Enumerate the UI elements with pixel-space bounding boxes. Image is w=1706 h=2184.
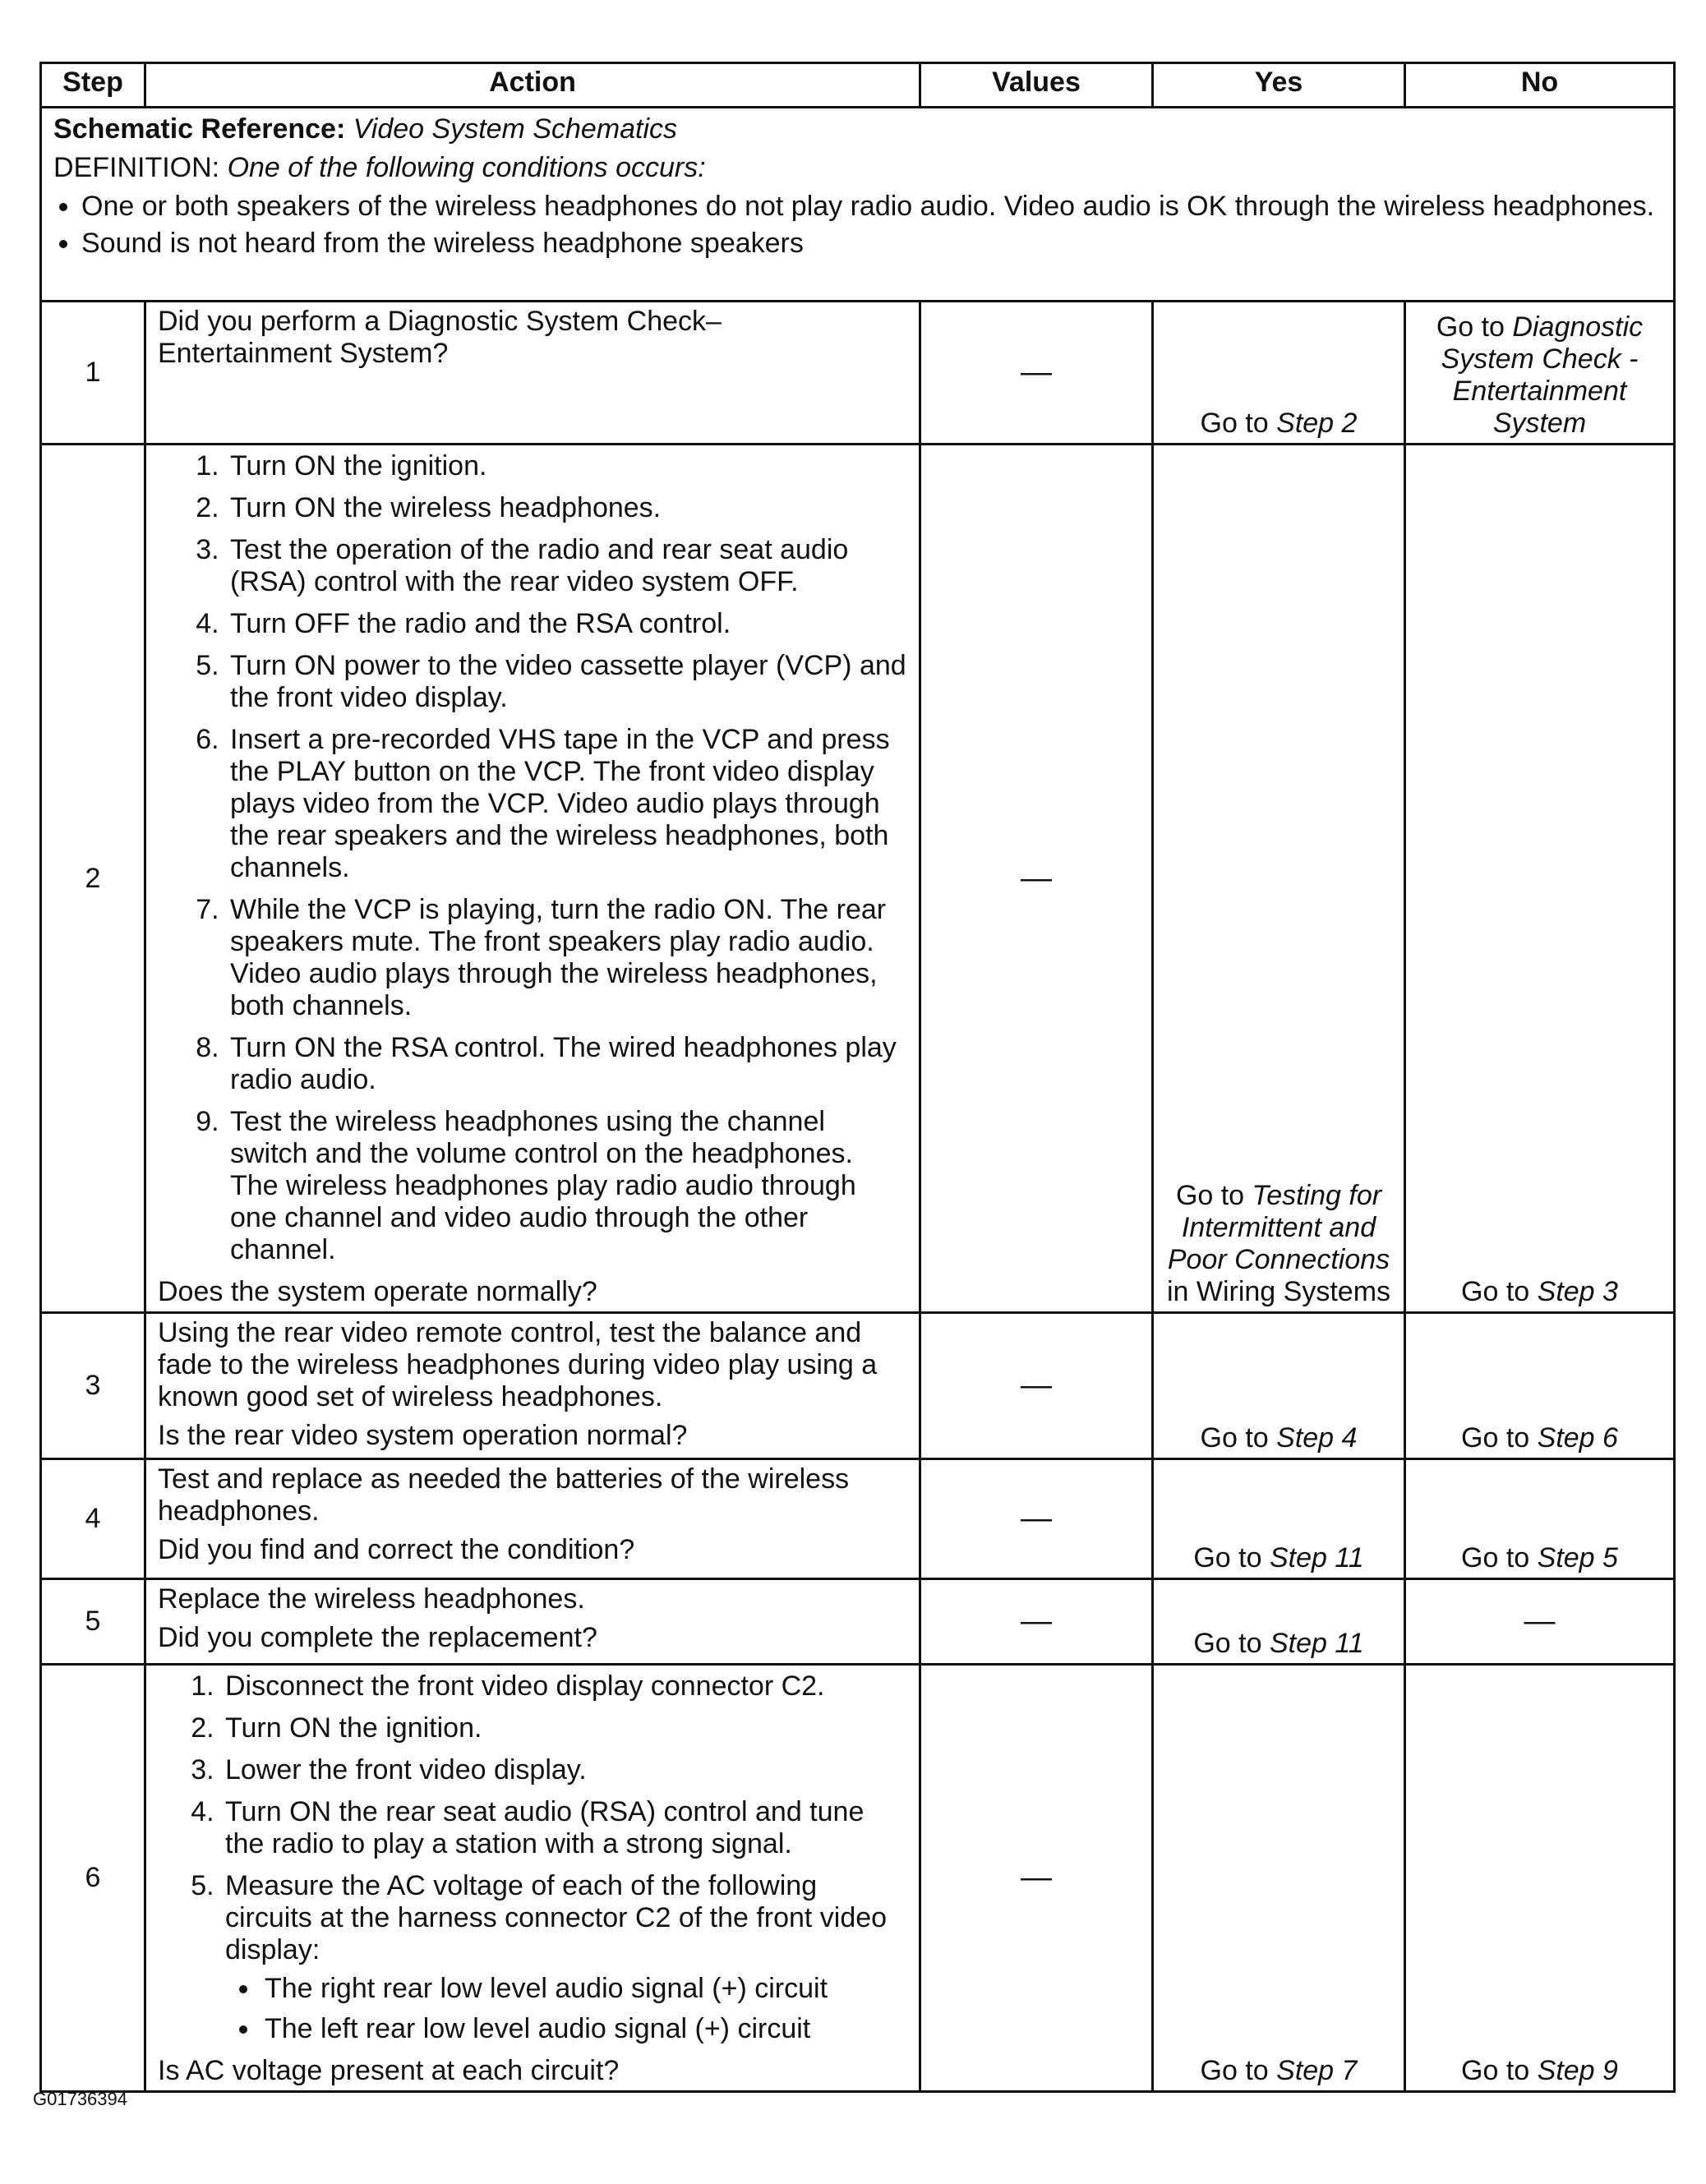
step-number: 3 (41, 1313, 145, 1459)
procedure-item: 1. Turn ON the ignition. (227, 450, 907, 482)
header-no: No (1405, 63, 1675, 108)
table-row-step-2 (41, 445, 1675, 1313)
procedure-item: 3. Lower the front video display. (222, 1754, 907, 1786)
procedure-item: 5. Turn ON power to the video cassette player (VCP) and the front video display. (227, 650, 907, 714)
procedure-item: 8. Turn ON the RSA control. The wired headphones play radio audio. (227, 1032, 907, 1096)
action-cell (145, 445, 920, 1313)
values-cell: — (920, 1665, 1153, 2092)
yes-cell: Go to Step 2 (1153, 302, 1405, 445)
action-cell (145, 1579, 920, 1665)
procedure-item: 6. Insert a pre-recorded VHS tape in the VCP and press the PLAY button on the VCP. The front video display plays video from the VCP. Video audio plays through the rear speakers and the wireless headphones, both channels. (227, 724, 907, 884)
table-header-row (41, 63, 1675, 108)
procedure-item: 4. Turn OFF the radio and the RSA control. (227, 608, 907, 640)
no-cell: Go to Step 5 (1405, 1459, 1675, 1579)
info-cell (41, 108, 1675, 302)
condition-item: • Sound is not heard from the wireless headphone speakers (81, 228, 1662, 260)
yes-cell: Go to Step 7 (1153, 1665, 1405, 2092)
question: Is the rear video system operation normal? (158, 1420, 688, 1451)
question: Did you perform a Diagnostic System Check–Entertainment System? (158, 306, 722, 369)
values-cell: — (920, 302, 1153, 445)
question: Is AC voltage present at each circuit? (158, 2055, 620, 2086)
header-action: Action (145, 63, 920, 108)
question: Did you find and correct the condition? (158, 1534, 635, 1565)
values-cell: — (920, 1579, 1153, 1665)
action-cell (145, 302, 920, 445)
diagnostic-table (39, 62, 1676, 2093)
procedure-item: 3. Test the operation of the radio and rear seat audio (RSA) control with the rear video system OFF. (227, 534, 907, 598)
step-number: 2 (41, 445, 145, 1313)
table-row-step-3 (41, 1313, 1675, 1459)
procedure-list (158, 450, 907, 1266)
instruction: Replace the wireless headphones. (158, 1583, 585, 1615)
question: Does the system operate normally? (158, 1276, 597, 1307)
question: Did you complete the replacement? (158, 1622, 597, 1653)
header-step: Step (41, 63, 145, 108)
procedure-item: 1. Disconnect the front video display connector C2. (222, 1670, 907, 1703)
step-number: 1 (41, 302, 145, 445)
procedure-item: 5. Measure the AC voltage of each of the following circuits at the harness connector C2 of the front video display: • The right rear low level audio signal (+) circuit • The left rear low level audio signal (+) circuit (222, 1870, 907, 2045)
schematic-link: Video System Schematics (353, 113, 678, 145)
info-row (41, 108, 1675, 302)
instruction: Test and replace as needed the batteries of the wireless headphones. (158, 1463, 850, 1527)
step-number: 6 (41, 1665, 145, 2092)
no-cell: Go to Step 3 (1405, 445, 1675, 1313)
condition-item: • One or both speakers of the wireless headphones do not play radio audio. Video audio is OK through the wireless headphones. (81, 191, 1662, 223)
table-row-step-5 (41, 1579, 1675, 1665)
diagnostic-table-page (39, 62, 1673, 2093)
step-number: 4 (41, 1459, 145, 1579)
yes-cell: Go to Step 4 (1153, 1313, 1405, 1459)
no-cell: — (1405, 1579, 1675, 1665)
yes-cell: Go to Testing for Intermittent and Poor Connections in Wiring Systems (1153, 445, 1405, 1313)
figure-code: G01736394 (33, 2089, 127, 2109)
procedure-item: 2. Turn ON the wireless headphones. (227, 492, 907, 524)
step-number: 5 (41, 1579, 145, 1665)
procedure-item: 2. Turn ON the ignition. (222, 1712, 907, 1744)
header-yes: Yes (1153, 63, 1405, 108)
instruction: Using the rear video remote control, test the balance and fade to the wireless headphones during video play using a known good set of wireless headphones. (158, 1317, 878, 1412)
circuit-item: • The right rear low level audio signal (+) circuit (261, 1973, 907, 2005)
circuit-item: • The left rear low level audio signal (+) circuit (261, 2013, 907, 2045)
no-cell: Go to Step 9 (1405, 1665, 1675, 2092)
schematic-reference: Schematic Reference: Video System Schematics (53, 113, 678, 145)
values-cell: — (920, 445, 1153, 1313)
yes-cell: Go to Step 11 (1153, 1579, 1405, 1665)
no-cell: Go to Step 6 (1405, 1313, 1675, 1459)
values-cell: — (920, 1459, 1153, 1579)
yes-cell: Go to Step 11 (1153, 1459, 1405, 1579)
action-cell (145, 1313, 920, 1459)
table-row-step-4 (41, 1459, 1675, 1579)
action-cell (145, 1459, 920, 1579)
procedure-item: 7. While the VCP is playing, turn the radio ON. The rear speakers mute. The front speakers play radio audio. Video audio plays through the wireless headphones, both channels. (227, 894, 907, 1022)
procedure-item: 4. Turn ON the rear seat audio (RSA) control and tune the radio to play a station with a strong signal. (222, 1796, 907, 1860)
procedure-item: 9. Test the wireless headphones using the channel switch and the volume control on the headphones. The wireless headphones play radio audio through one channel and video audio through the other channel. (227, 1106, 907, 1266)
condition-list (53, 191, 1662, 260)
no-cell: Go to Diagnostic System Check - Entertainment System (1405, 302, 1675, 445)
header-values: Values (920, 63, 1153, 108)
action-cell (145, 1665, 920, 2092)
table-row-step-1 (41, 302, 1675, 445)
table-row-step-6 (41, 1665, 1675, 2092)
values-cell: — (920, 1313, 1153, 1459)
circuit-list (225, 1973, 907, 2045)
definition: DEFINITION: One of the following conditions occurs: (53, 152, 706, 183)
procedure-list (158, 1670, 907, 2045)
